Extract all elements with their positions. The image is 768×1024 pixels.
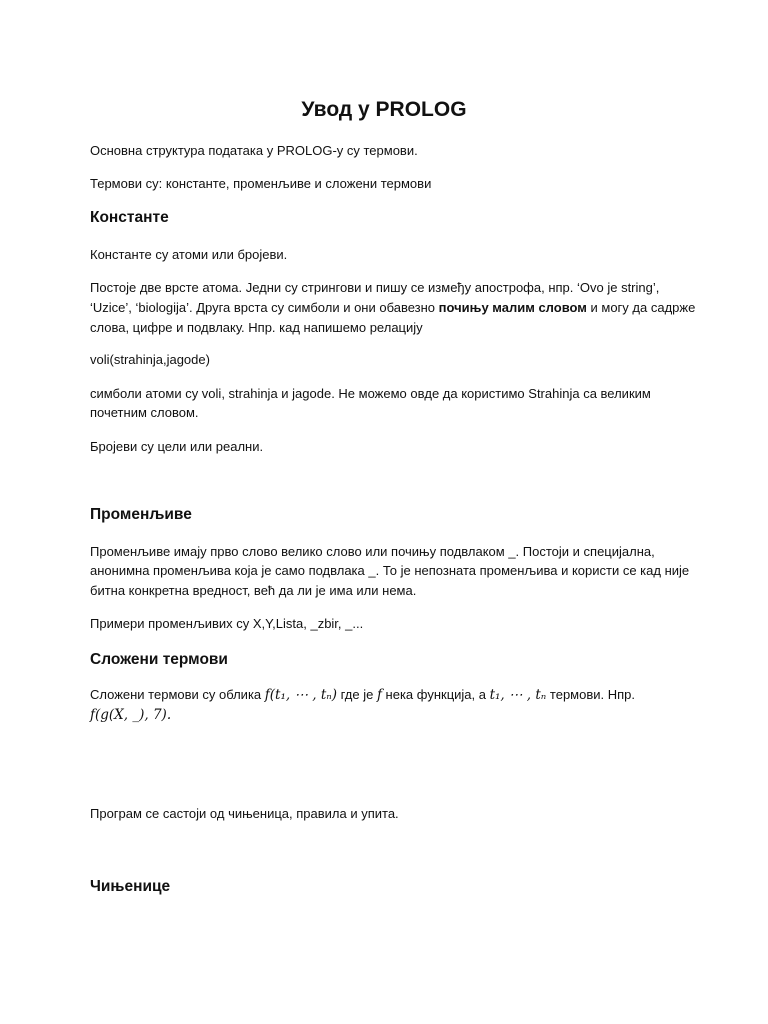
intro-paragraph-2: Термови су: константе, променљиве и сложени термови [90, 176, 432, 191]
constants-paragraph-1: Константе су атоми или бројеви. [90, 247, 288, 262]
heading-facts: Чињенице [90, 878, 171, 895]
variables-paragraph-1-line-1: Променљиве имају прво слово велико слово или почињу подвлаком _. Постоји и специјална, [90, 544, 655, 559]
constants-paragraph-2-line-1: Постоје две врсте атома. Једни су стрингови и пишу се између апострофа, нпр. ‘Ovo je string’, [90, 280, 660, 295]
formula-f: f [376, 687, 382, 703]
text-span: Сложени термови су облика [90, 687, 265, 702]
text-span: где је [337, 687, 377, 702]
constants-paragraph-3-line-1: симболи атоми су voli, strahinja и jagode. Не можемо овде да користимо Strahinja са великим [90, 386, 651, 401]
formula-t-list: t₁, ⋯ , tₙ [489, 687, 547, 703]
intro-paragraph-1: Основна структура података у PROLOG-у су термови. [90, 143, 418, 158]
text-span: и могу да садрже [586, 300, 696, 315]
variables-paragraph-1-line-3: битна конкретна вредност, већ да ли је има или нема. [90, 583, 417, 598]
formula-example: f(g(X, _), 7). [90, 707, 172, 723]
formula-f-of-t: f(t₁, ⋯ , tₙ) [264, 687, 337, 703]
emphasis-text: почињу малим словом [438, 300, 587, 315]
heading-compound-terms: Сложени термови [90, 651, 228, 668]
program-paragraph: Програм се састоји од чињеница, правила и упита. [90, 806, 399, 821]
text-span: ‘Uzice’, ‘biologija’. Друга врста су симболи и они обавезно [90, 300, 439, 315]
text-span: нека функција, а [381, 687, 490, 702]
compound-paragraph-line-1 [90, 685, 635, 705]
compound-paragraph-line-2 [90, 705, 171, 725]
example-relation: voli(strahinja,jagode) [90, 352, 210, 367]
variables-paragraph-1-line-2: анонимна променљива која је само подвлака _. То је непозната променљива и користи се кад није [90, 563, 690, 578]
heading-variables: Променљиве [90, 506, 192, 523]
variables-paragraph-2: Примери променљивих су X,Y,Lista, _zbir, _... [90, 616, 364, 631]
page-title: Увод у PROLOG [301, 98, 467, 121]
heading-constants: Константе [90, 209, 169, 226]
constants-paragraph-2-line-2 [90, 298, 695, 318]
text-span: термови. Нпр. [546, 687, 636, 702]
constants-paragraph-3-line-2: почетним словом. [90, 405, 199, 420]
constants-paragraph-2-line-3: слова, цифре и подвлаку. Нпр. кад напишемо релацију [90, 320, 423, 335]
constants-paragraph-4: Бројеви су цели или реални. [90, 439, 264, 454]
